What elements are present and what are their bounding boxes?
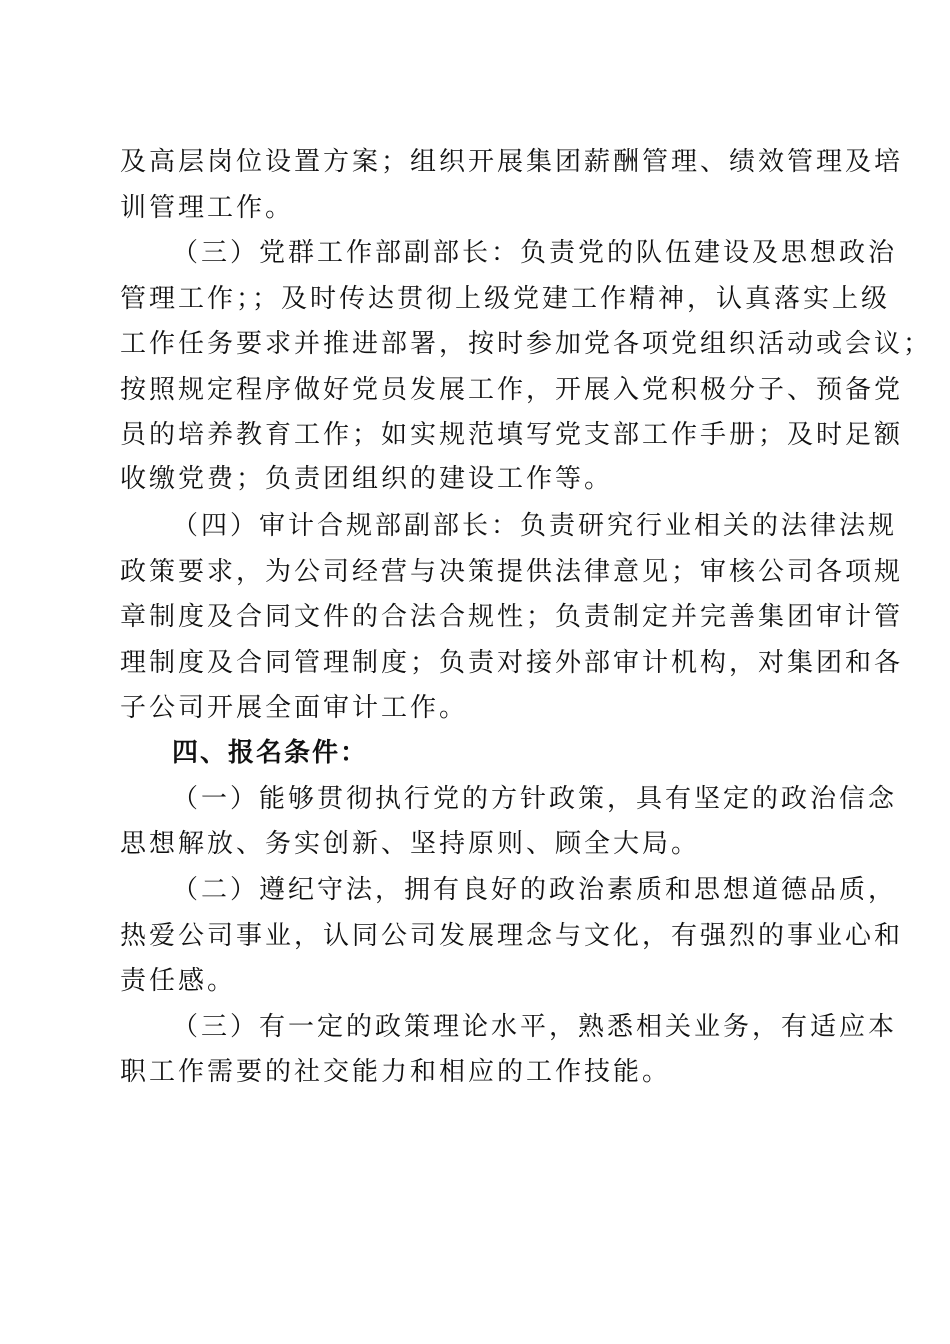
paragraph-start-line: （三）有一定的政策理论水平，熟悉相关业务，有适应本 — [172, 1012, 898, 1042]
text-line: 热爱公司事业，认同公司发展理念与文化，有强烈的事业心和 — [120, 921, 904, 951]
text-line: 章制度及合同文件的合法合规性；负责制定并完善集团审计管 — [120, 602, 904, 632]
text-line: 员的培养教育工作；如实规范填写党支部工作手册；及时足额 — [120, 420, 904, 450]
text-line: 思想解放、务实创新、坚持原则、顾全大局。 — [120, 829, 701, 859]
text-line: 训管理工作。 — [120, 193, 295, 223]
text-line: 子公司开展全面审计工作。 — [120, 693, 469, 723]
paragraph-start-line: （一）能够贯彻执行党的方针政策，具有坚定的政治信念 — [172, 784, 898, 814]
text-line: 工作任务要求并推进部署，按时参加党各项党组织活动或会议； — [120, 329, 933, 359]
paragraph-start-line: （四）审计合规部副部长：负责研究行业相关的法律法规 — [172, 511, 898, 541]
text-line: 及高层岗位设置方案；组织开展集团薪酬管理、绩效管理及培 — [120, 147, 904, 177]
text-line: 责任感。 — [120, 966, 237, 996]
text-line: 按照规定程序做好党员发展工作，开展入党积极分子、预备党 — [120, 375, 904, 405]
text-line: 收缴党费；负责团组织的建设工作等。 — [120, 464, 614, 494]
section-heading: 四、报名条件： — [172, 738, 369, 768]
paragraph-start-line: （二）遵纪守法，拥有良好的政治素质和思想道德品质， — [172, 875, 898, 905]
text-line: 管理工作；；及时传达贯彻上级党建工作精神，认真落实上级 — [120, 284, 891, 314]
text-line: 理制度及合同管理制度；负责对接外部审计机构，对集团和各 — [120, 648, 904, 678]
text-line: 职工作需要的社交能力和相应的工作技能。 — [120, 1057, 672, 1087]
text-line: 政策要求，为公司经营与决策提供法律意见；审核公司各项规 — [120, 557, 904, 587]
paragraph-start-line: （三）党群工作部副部长：负责党的队伍建设及思想政治 — [172, 238, 898, 268]
